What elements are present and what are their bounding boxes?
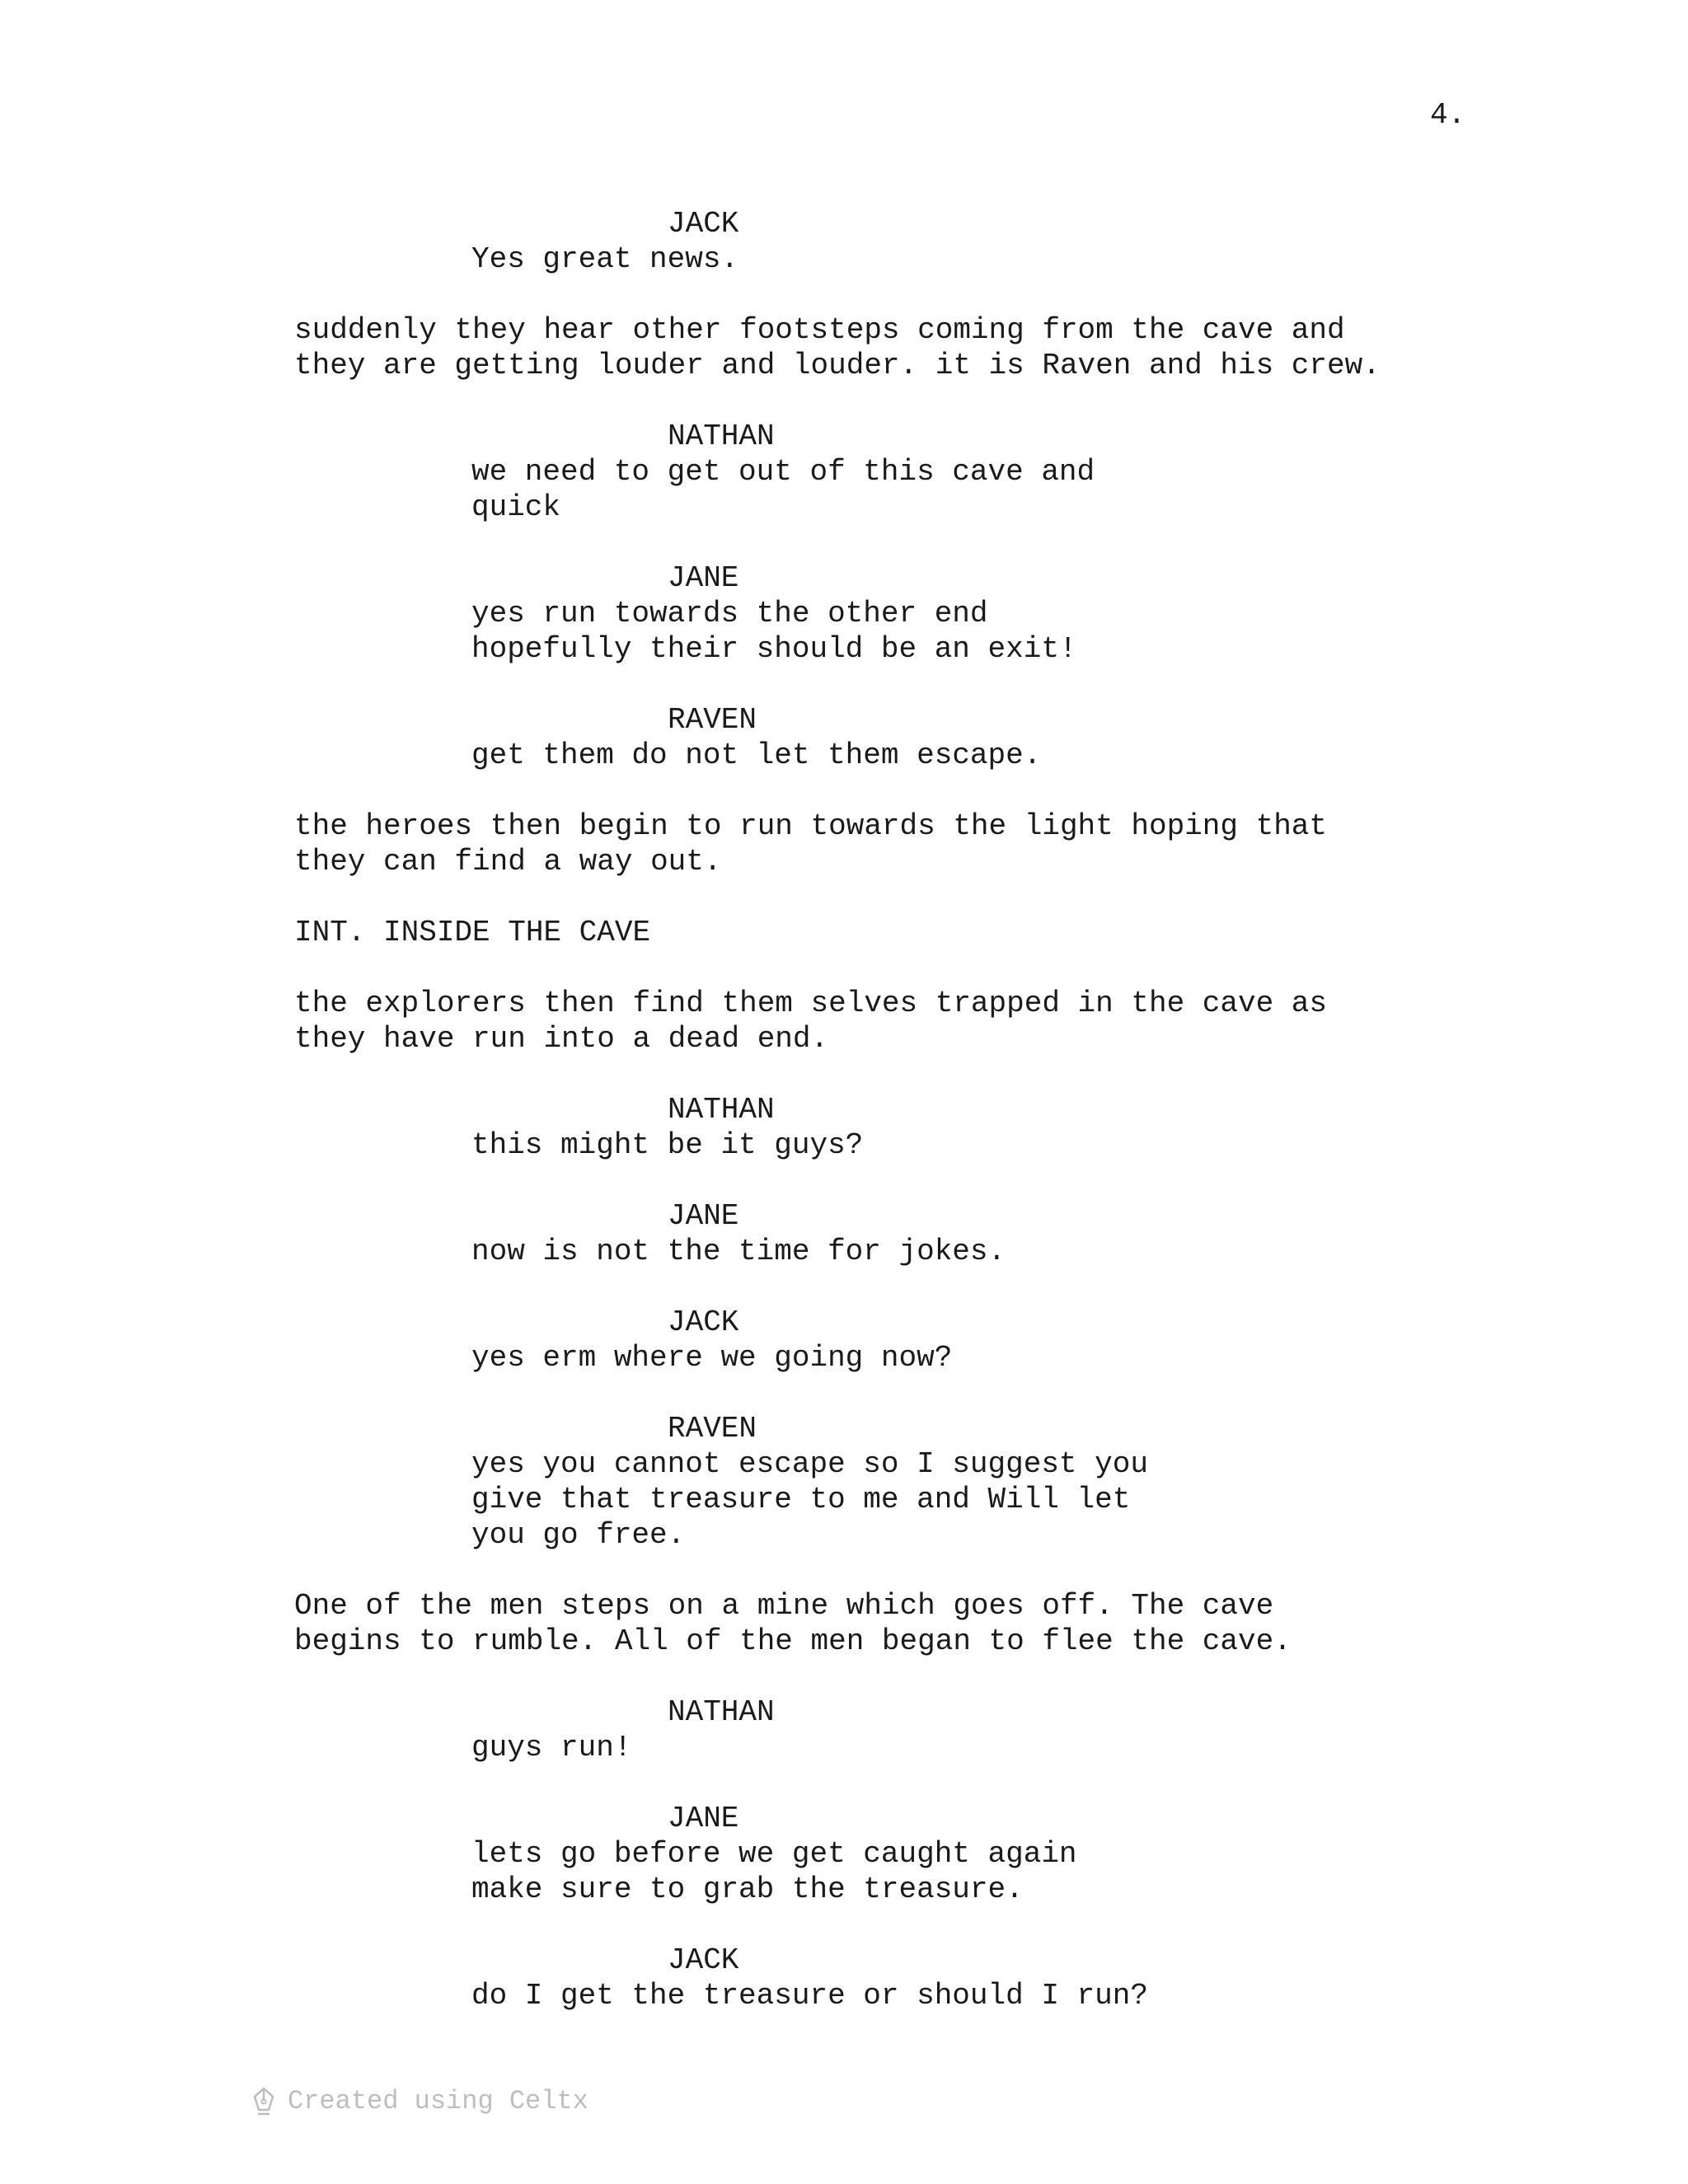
action-line: suddenly they hear other footsteps coming from the cave and they are getting louder and louder. it is Raven and his crew. — [294, 313, 1381, 382]
character-name: JACK — [668, 207, 739, 241]
action-line: One of the men steps on a mine which goes off. The cave begins to rumble. All of the men began to flee the cave. — [294, 1589, 1292, 1658]
scene-heading: INT. INSIDE THE CAVE — [294, 916, 651, 949]
dialogue: yes erm where we going now? — [471, 1341, 953, 1375]
dialogue: guys run! — [471, 1731, 632, 1765]
character-name: JANE — [668, 561, 739, 595]
action-line: the explorers then find them selves trapped in the cave as they have run into a dead end. — [294, 987, 1328, 1056]
character-name: RAVEN — [668, 1412, 757, 1446]
character-name: RAVEN — [668, 703, 757, 737]
page-number: 4. — [1430, 98, 1466, 132]
screenplay-body — [0, 206, 1688, 2013]
character-name: JACK — [668, 1943, 739, 1977]
dialogue: Yes great news. — [471, 242, 739, 276]
celtx-footer — [251, 2085, 588, 2118]
pen-nib-icon — [251, 2086, 276, 2117]
dialogue: get them do not let them escape. — [471, 738, 1042, 772]
dialogue: this might be it guys? — [471, 1128, 864, 1162]
dialogue: yes you cannot escape so I suggest you give that treasure to me and Will let you go free. — [471, 1447, 1148, 1552]
dialogue: do I get the treasure or should I run? — [471, 1979, 1148, 2013]
footer-text: Created using Celtx — [288, 2086, 588, 2116]
character-name: NATHAN — [668, 1695, 775, 1729]
character-name: JANE — [668, 1802, 739, 1835]
character-name: JACK — [668, 1305, 739, 1339]
dialogue: yes run towards the other end hopefully their should be an exit! — [471, 597, 1077, 666]
dialogue: now is not the time for jokes. — [471, 1235, 1006, 1268]
action-line: the heroes then begin to run towards the light hoping that they can find a way out. — [294, 809, 1328, 879]
dialogue: lets go before we get caught again make sure to grab the treasure. — [471, 1837, 1077, 1906]
character-name: JANE — [668, 1199, 739, 1233]
dialogue: we need to get out of this cave and quick — [471, 455, 1095, 524]
character-name: NATHAN — [668, 1093, 775, 1127]
character-name: NATHAN — [668, 419, 775, 453]
